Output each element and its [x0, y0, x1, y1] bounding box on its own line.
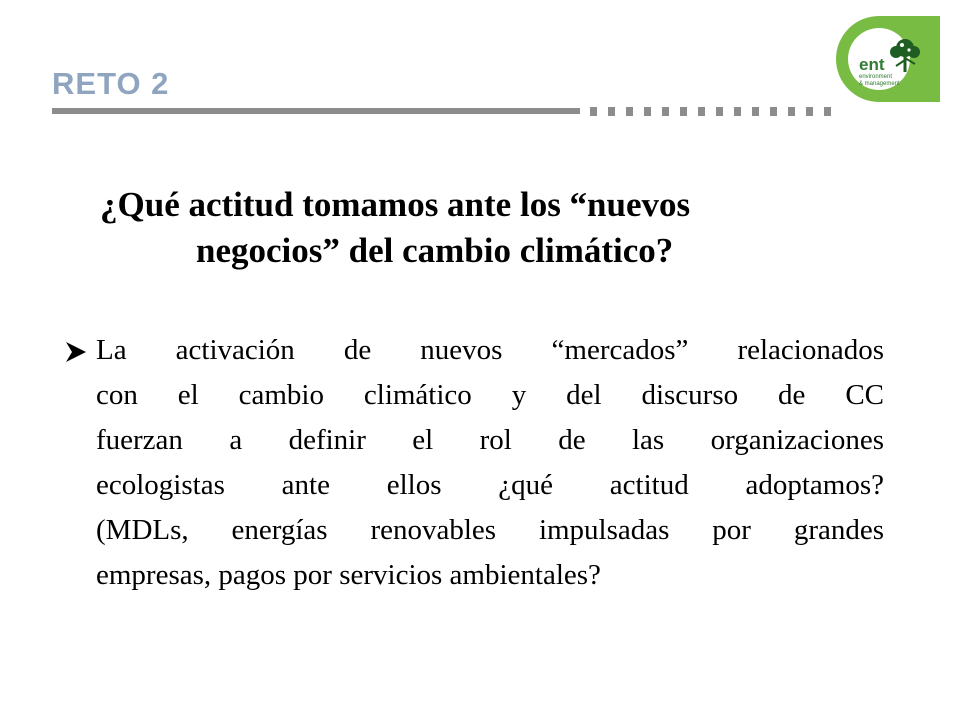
question-line-2: negocios” del cambio climático? — [196, 231, 674, 270]
bullet-line: (MDLs, energías renovables impulsadas por grandes — [96, 514, 884, 546]
logo-subtitle-line1: environment — [859, 74, 893, 80]
logo-subtitle — [859, 74, 900, 88]
bullet-line: con el cambio climático y del discurso de CC — [96, 379, 884, 411]
arrow-bullet-icon — [64, 341, 88, 363]
tree-icon — [888, 36, 922, 74]
bullet-line: ecologistas ante ellos ¿qué actitud adoptamos? — [96, 469, 884, 501]
company-logo — [836, 16, 940, 102]
question-line-1: ¿Qué actitud tomamos ante los “nuevos — [100, 185, 691, 224]
bullet-paragraph — [96, 328, 884, 598]
bullet-line: La activación de nuevos “mercados” relacionados — [96, 334, 884, 366]
bullet-line: fuerzan a definir el rol de las organizaciones — [96, 424, 884, 456]
logo-wordmark: ent — [859, 55, 885, 74]
slide-question-title — [100, 182, 860, 274]
header-dotted-rule — [590, 107, 840, 116]
bullet-line: empresas, pagos por servicios ambientales? — [96, 559, 601, 591]
section-label: RETO 2 — [52, 66, 170, 101]
logo-subtitle-line2: & management — [859, 81, 900, 87]
header-rule — [52, 108, 580, 114]
